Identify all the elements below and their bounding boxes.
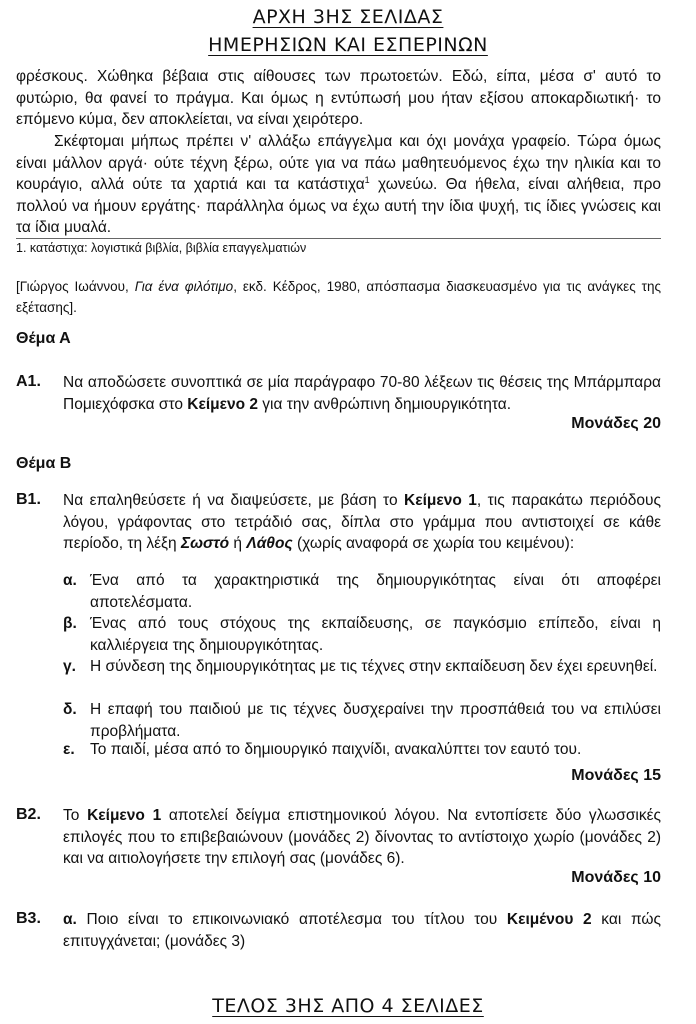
b1-item-epsilon: ε. Το παιδί, μέσα από το δημιουργικό παιχνίδι, ανακαλύπτει τον εαυτό του. (63, 741, 582, 758)
question-b3-number: Β3. (16, 910, 41, 927)
b1-item-gamma: γ. Η σύνδεση της δημιουργικότητας με τις τέχνες στην εκπαίδευση δεν έχει ερευνηθεί. (63, 658, 658, 675)
question-a1-marks: Μονάδες 20 (571, 415, 661, 432)
passage-paragraph-2: Σκέφτομαι μήπως πρέπει ν' αλλάξω επάγγελμα και όχι μονάχα γραφείο. Τώρα όμως είναι μάλλον αργά· ούτε τέχνη ξέρω, ούτε για να πάω μαθητευόμενος έχω την ηλικία και το κουράγιο, αλλά ούτε τα χαρτιά και τα κατάστιχα$^1$ χωνεύω. Θα ήθελα, είναι αλήθεια, προ πολλού να ήμουν εργάτης· παράλληλα όμως να έχω αυτή την ίδια ψυχή, τις ίδιες γνώσεις και τα ίδια μυαλά. (16, 133, 662, 236)
question-b2-marks: Μονάδες 10 (571, 869, 661, 886)
question-b1-marks: Μονάδες 15 (571, 767, 661, 784)
question-b1-text: Να επαληθεύσετε ή να διαψεύσετε, με βάση το Κείμενο 1, τις παρακάτω περιόδους λόγου, γράφοντας στο τετράδιό σας, δίπλα στο γράμμα που αντιστοιχεί σε κάθε περίοδο, τη λέξη Σωστό ή Λάθος (χωρίς αναφορά σε χωρία του κειμένου): (63, 492, 661, 552)
source-citation: [Γιώργος Ιωάννου, Για ένα φιλότιμο, εκδ. Κέδρος, 1980, απόσπασμα διασκευασμένο για τις ανάγκες της εξέτασης]. (16, 279, 661, 315)
page-header-line1: ΑΡΧΗ 3ΗΣ ΣΕΛΙΔΑΣ (252, 6, 444, 28)
question-b2-text: Το Κείμενο 1 αποτελεί δείγμα επιστημονικού λόγου. Να εντοπίσετε δύο γλωσσικές επιλογές που το επιβεβαιώνουν (μονάδες 2) δίνοντας το αντίστοιχο χωρίο (μονάδες 2) και να αιτιολογήσετε την επιλογή σας (μονάδες 6). (63, 807, 661, 867)
question-a1-text: Να αποδώσετε συνοπτικά σε μία παράγραφο 70-80 λέξεων τις θέσεις της Μπάρμπαρα Πομιεχόφσκα στο Κείμενο 2 για την ανθρώπινη δημιουργικότητα. (63, 374, 661, 413)
footnote-separator (16, 238, 661, 239)
question-b2-number: Β2. (16, 806, 41, 823)
page-header-line2: ΗΜΕΡΗΣΙΩΝ ΚΑΙ ΕΣΠΕΡΙΝΩΝ (208, 34, 488, 56)
passage-paragraph-1: φρέσκους. Χώθηκα βέβαια στις αίθουσες των πρωτοετών. Εδώ, είπα, μέσα σ' αυτό το φυτώριο, θα φανεί το πράγμα. Και όμως η εντύπωσή μου ήταν εξίσου αποκαρδιωτική· το επόμενο κύμα, δεν αποκλείεται, να είναι χειρότερο. (16, 68, 661, 128)
question-a1-number: Α1. (16, 373, 41, 390)
b1-item-beta: β. Ένας από τους στόχους της εκπαίδευσης, σε παγκόσμιο επίπεδο, είναι η καλλιέργεια της δημιουργικότητας. (63, 615, 661, 654)
theme-a-heading: Θέμα Α (16, 330, 71, 347)
b1-item-delta: δ. Η επαφή του παιδιού με τις τέχνες δυσχεραίνει την προσπάθειά του να επιλύσει προβλήματα. (63, 701, 661, 740)
b1-item-alpha: α. Ένα από τα χαρακτηριστικά της δημιουργικότητας είναι ότι αποφέρει αποτελέσματα. (63, 572, 661, 611)
footnote: 1. κατάστιχα: λογιστικά βιβλία, βιβλία επαγγελματιών (16, 241, 307, 255)
footnote-marker: 1 (364, 174, 370, 185)
question-b3-text: α. Ποιο είναι το επικοινωνιακό αποτέλεσμα του τίτλου του Κειμένου 2 και πώς επιτυγχάνεται; (μονάδες 3) (63, 911, 661, 950)
question-b1-number: Β1. (16, 491, 41, 508)
theme-b-heading: Θέμα Β (16, 455, 72, 472)
page-footer: ΤΕΛΟΣ 3ΗΣ ΑΠΟ 4 ΣΕΛΙΔΕΣ (212, 995, 484, 1017)
